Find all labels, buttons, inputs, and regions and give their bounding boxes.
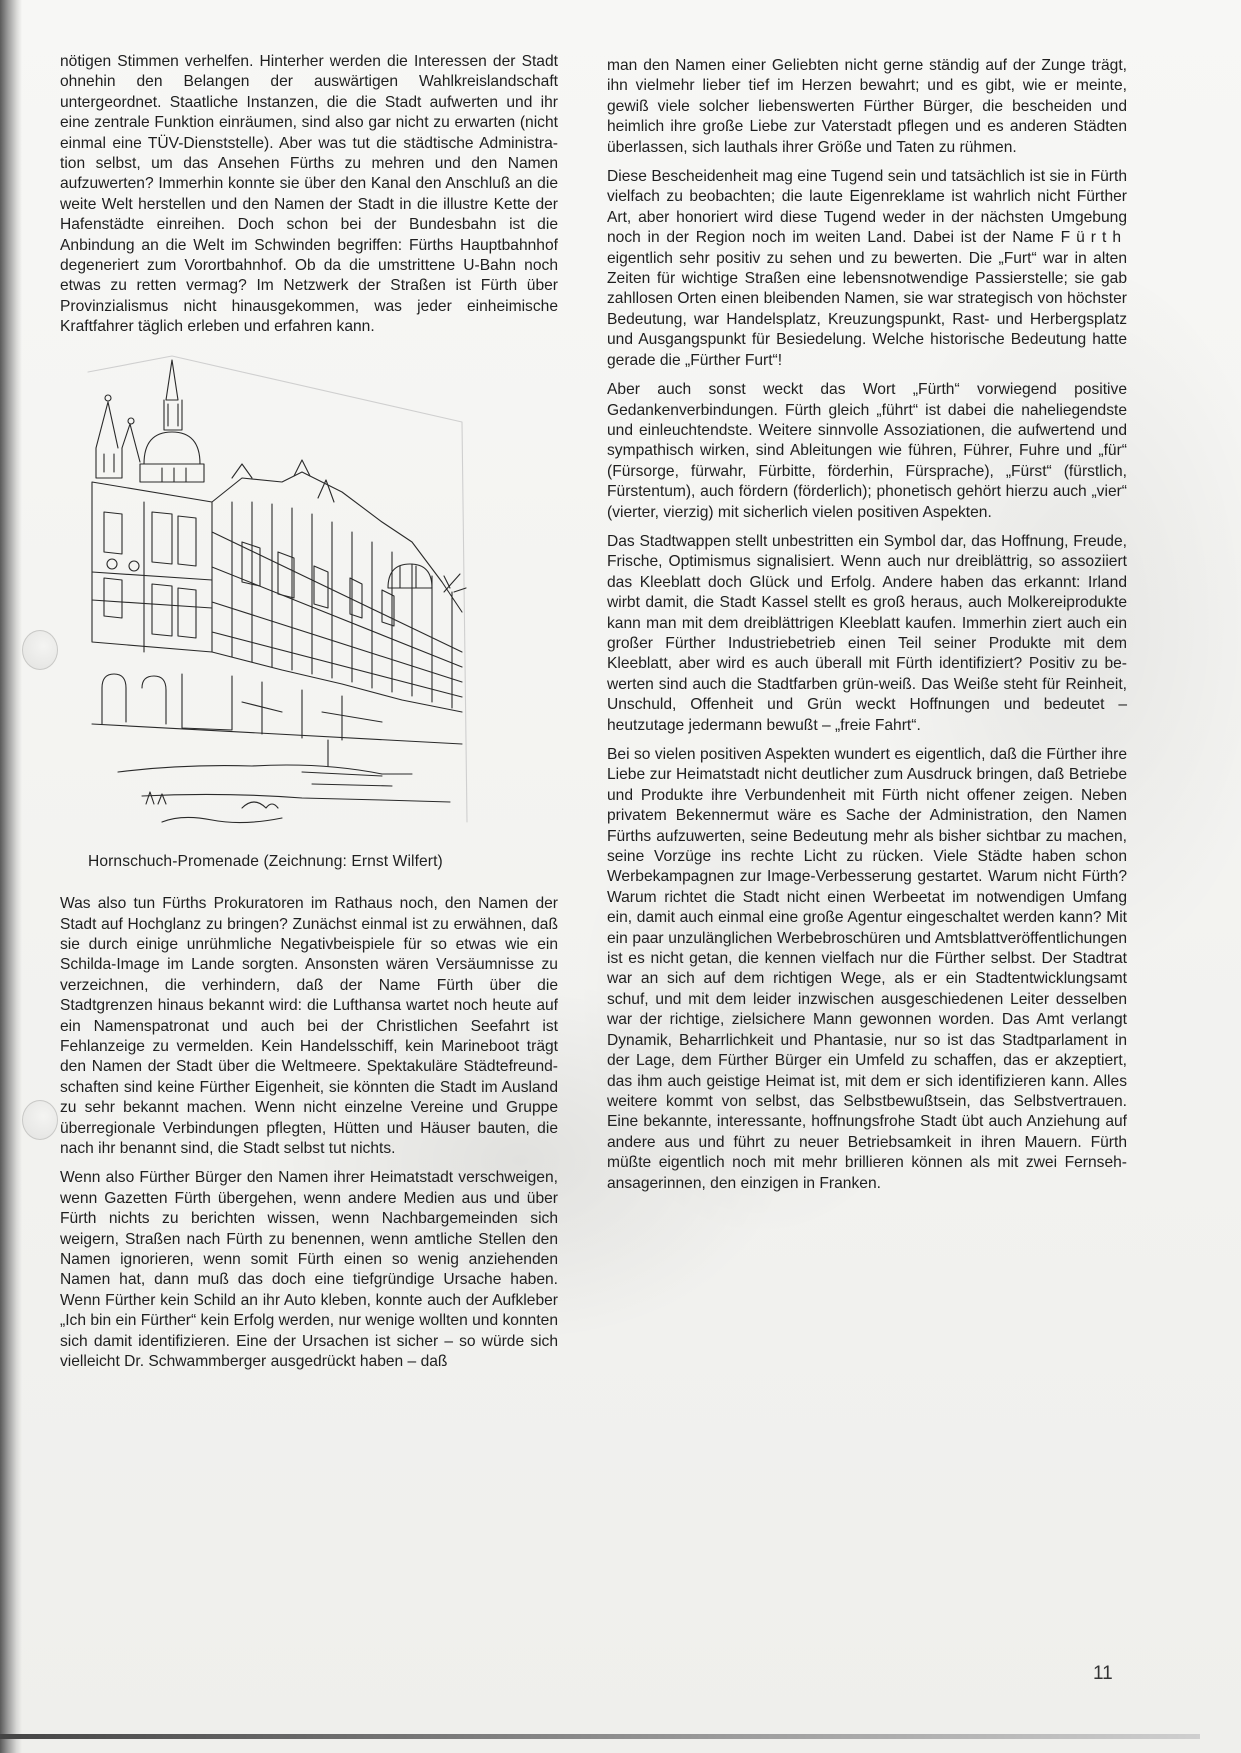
paragraph: Was also tun Fürths Prokuratoren im Rathaus noch, den Namen der Stadt auf Hochglanz zu bringen? Zunächst einmal ist zu erwähnen, daß sie durch einige unrühmliche Negativbeispiele für so etwas wie ein Schilda-Image im Lande sorgten. Ansonsten wären Versäumnisse zu verzeichnen, die verhindern, daß der Name Fürth über die Stadtgrenzen hinaus bekannt wird: die Lufthansa wartet noch heute auf ein Namenspatronat und auch bei der Christlichen Seefahrt ist Fehlanzeige zu vermelden. Kein Handelsschiff, kein Marineboot trägt den Namen der Stadt über die Weltmeere. Spektakuläre Städtefreundschaften sind keine Fürther Eigenheit, sie könnten die Stadt im Ausland zu sehr bekannt machen. Wenn nicht einzelne Vereine und Gruppe überregionale Verbindungen pflegten, Hütten und Häuser bauten, die nach ihr benannt sind, die Stadt selbst tut nichts. (60, 895, 558, 1157)
paragraph: nötigen Stimmen verhelfen. Hinterher werden die Interessen der Stadt ohnehin den Belangen der auswärtigen Wahlkreislandschaft untergeordnet. Staatliche Instanzen, die die Stadt aufwerten und ihr eine zentrale Funktion einräumen, sind also gar nicht zu erwarten (nicht einmal eine TÜV-Dienststelle). Aber was tut die städtische Administration selbst, um das Ansehen Fürths zu mehren und den Namen aufzuwerten? Immerhin konnte sie über den Kanal den Anschluß an die weite Welt herstellen und den Namen der Stadt in die illustre Kette der Hafenstädte einreihen. Doch schon bei der Bundesbahn ist die Anbindung an die Welt im Schwinden begriffen: Fürths Hauptbahnhof degeneriert zum Vorortbahnhof. Ob da die umstrittene U-Bahn noch etwas zu retten vermag? Im Netzwerk der Straßen ist Fürth über Provinzialismus nicht hinausgekommen, was jeder einheimische Kraftfahrer täglich erleben und erfahren kann. (60, 53, 558, 336)
scan-bottom-edge (0, 1734, 1200, 1739)
punch-hole-top (22, 630, 58, 670)
figure-caption: Hornschuch-Promenade (Zeichnung: Ernst Wilfert) (88, 852, 443, 870)
binding-edge-shadow (0, 0, 22, 1753)
paragraph (607, 167, 1127, 371)
page-number: 11 (1093, 1663, 1113, 1684)
right-column (607, 56, 1127, 1203)
emphasized-name: Fürth (1060, 229, 1127, 247)
illustration-hornschuch-promenade (82, 352, 542, 842)
building-drawing (82, 352, 542, 842)
paragraph: Wenn also Fürther Bürger den Namen ihrer Heimatstadt verschweigen, wenn Gazetten Fürth übergehen, wenn andere Medien aus und über Fürth nichts zu berichten wissen, wenn Nachbargemeinden sich weigern, Straßen nach Fürth zu benennen, wenn amtliche Stellen den Namen ignorieren, wenn somit Fürth einen so wenig anziehenden Namen hat, dann muß das doch eine tiefgründige Ursache haben. Wenn Fürther kein Schild an ihr Auto kleben, konnte auch der Aufkleber „Ich bin ein Fürther“ kein Erfolg werden, nur wenige wollten und konnten sich damit identifizieren. Eine der Ursachen ist sicher – so würde sich vielleicht Dr. Schwammberger ausgedrückt haben – daß (60, 1169, 558, 1371)
paragraph: Das Stadtwappen stellt unbestritten ein Symbol dar, das Hoffnung, Freude, Frische, Optimismus signalisiert. Wenn auch nur dreiblättrig, so assoziiert das Kleeblatt doch Glück und Erfolg. Andere haben das erkannt: Irland wirbt damit, die Stadt Kassel stellt es groß heraus, auch Molkereiprodukte kann man mit dem dreiblättrigen Kleeblatt kaufen. Immerhin ziert auch ein großer Fürther Industriebetrieb einen Teil seiner Produkte mit dem Kleeblatt, aber wird es auch überall mit Fürth identifiziert? Positiv zu bewerten sind auch die Stadtfarben grün-weiß. Das Weiße steht für Reinheit, Unschuld, Offenheit und Grün weckt Hoffnungen und bedeutet – heutzutage jedermann bewußt – „freie Fahrt“. (607, 532, 1127, 734)
punch-hole-bottom (22, 1100, 58, 1140)
left-column (60, 52, 558, 1381)
paragraph: Bei so vielen positiven Aspekten wundert es eigentlich, daß die Fürther ihre Liebe zur Heimatstadt nicht deutlicher zum Ausdruck bringen, daß Betriebe und Produkte ihre Verbundenheit mit Fürth nicht offener zeigen. Neben privatem Bekennermut wäre es Sache der Administration, den Namen Fürths aufzuwerten, seine Bedeutung mehr als bisher sichtbar zu machen, seine Vorzüge ins rechte Licht zu rücken. Viele Städte haben schon Werbekampagnen zur Image-Verbesserung gestartet. Warum nicht Fürth? Warum richtet die Stadt nicht einen Werbeetat im notwendigen Umfang ein, damit auch einmal eine große Agentur eingeschaltet werden kann? Mit ein paar unzulänglichen Werbebroschüren und Amtsblattveröffentlichungen ist es nicht getan, die kennen vielfach nur die Fürther selbst. Der Stadtrat war an sich auf dem richtigen Wege, als er ein Stadtentwicklungsamt schuf, und mit dem leider inzwischen ausgeschiedenen Leiter desselben war der richtige, zielsichere Mann gewonnen worden. Das Amt verlangt Dynamik, Beharrlichkeit und Phantasie, nur so ist das Stadtparlament in der Lage, dem Fürther Bürger ein Umfeld zu schaffen, das er akzeptiert, das ihm auch geistige Heimat ist, mit dem er sich identifizieren kann. Alles weitere kommt von selbst, das Selbstbewußtsein, das Selbstvertrauen. Eine bekannte, interessante, hoffnungsfrohe Stadt übt auch Anziehung auf andere aus und führt zu neuer Betriebsamkeit in ihren Mauern. Fürth müßte eigentlich noch mit mehr brillieren können als mit zwei Fernsehansagerinnen, den einzigen in Franken. (607, 746, 1127, 1192)
paragraph: Aber auch sonst weckt das Wort „Fürth“ vorwiegend positive Gedankenverbindungen. Fürth gleich „führt“ ist dabei die naheliegendste und einleuchtendste. Weitere sinnvolle Assoziationen, die aufwertend und sympathisch wirken, sind Ableitungen wie führen, Führer, Fuhre und „für“ (Fürsorge, fürwahr, Fürbitte, förderhin, Fürsprache), „Fürst“ (fürstlich, Fürstentum), auch fördern (förderlich); phonetisch gehört hierzu auch „vier“ (vierter, vierzig) mit sicherlich vielen positiven Aspekten. (607, 381, 1127, 521)
paragraph-text: Diese Bescheidenheit mag eine Tugend sein und tatsächlich ist sie in Fürth vielfach zu beobachten; die laute Eigenreklame ist wahrlich nicht Fürther Art, aber honoriert wird diese Tugend weder in der nächsten Umgebung noch in der Region noch im weiten Land. Dabei ist der Name (607, 168, 1127, 247)
paragraph-text: eigentlich sehr positiv zu sehen und zu bewerten. Die „Furt“ war in alten Zeiten für wichtige Straßen eine lebensnotwendige Passierstelle; sie gab zahllosen Orten einen bleibenden Namen, sie war strategisch von höchster Bedeutung, war Handelsplatz, Kreuzungspunkt, Rast- und Herbergsplatz und Ausgangspunkt für Besiedelung. Welche historische Bedeutung hatte gerade die „Fürther Furt“! (607, 249, 1127, 369)
paragraph: man den Namen einer Geliebten nicht gerne ständig auf der Zunge trägt, ihn vielmehr lieber tief im Herzen bewahrt; und es gibt, wie er meinte, gewiß viele solcher liebenswerten Fürther Bürger, die bescheiden und heimlich ihre große Liebe zur Vaterstadt pflegen und es anderen Städten überlassen, sich lauthals ihrer Größe und Taten zu rühmen. (607, 57, 1127, 156)
